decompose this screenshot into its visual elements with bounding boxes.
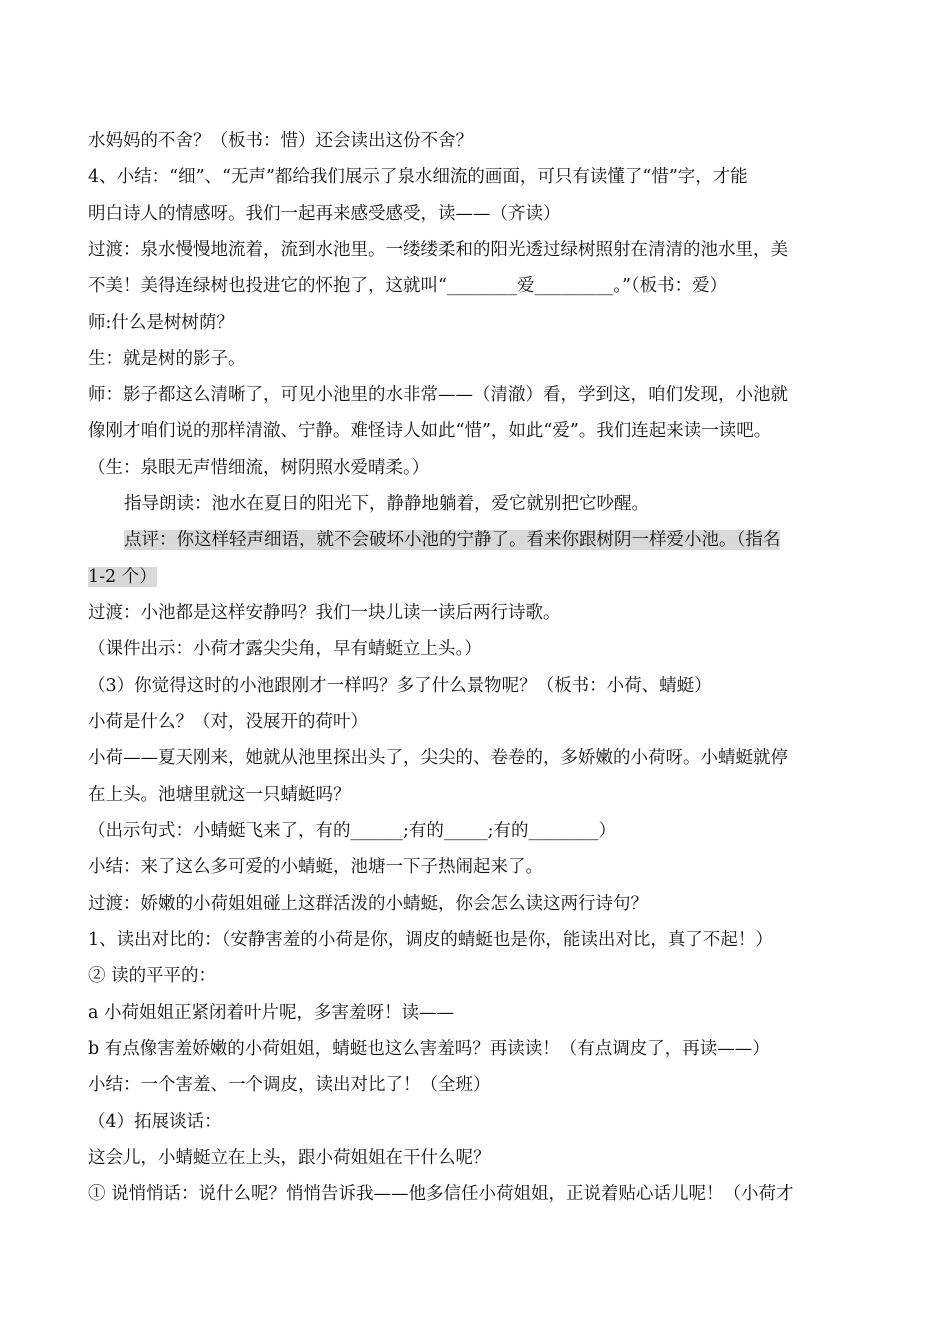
- text-line: 师:什么是树树荫？: [88, 313, 234, 333]
- text-line: 4、小结：“细”、“无声”都给我们展示了泉水细流的画面，可只有读懂了“惜”字，才能: [88, 167, 748, 187]
- highlighted-comment: [124, 527, 868, 553]
- text-line: 过渡：小池都是这样安静吗？我们一块儿读一读后两行诗歌。: [88, 603, 561, 623]
- text-line: 小荷——夏天刚来，她就从池里探出头了，尖尖的、卷卷的，多娇嫩的小荷呀。小蜻蜓就停: [88, 748, 788, 768]
- text-line: ① 说悄悄话：说什么呢？悄悄告诉我——他多信任小荷姐姐，正说着贴心话儿呢！（小荷才: [88, 1184, 794, 1204]
- text-line: 小结：一个害羞、一个调皮，读出对比了！（全班）: [88, 1075, 491, 1095]
- text-line: ② 读的平平的：: [88, 966, 217, 986]
- text-line: （4）拓展谈话：: [88, 1112, 222, 1132]
- text-line: 明白诗人的情感呀。我们一起再来感受感受，读——（齐读）: [88, 204, 561, 224]
- text-line: 师：影子都这么清晰了，可见小池里的水非常——（清澈）看，学到这，咱们发现，小池就: [88, 385, 788, 405]
- highlighted-comment-continued: [88, 564, 868, 590]
- text-line: 过渡：泉水慢慢地流着，流到水池里。一缕缕柔和的阳光透过绿树照射在清清的池水里，美: [88, 240, 788, 260]
- text-line: a 小荷姐姐正紧闭着叶片呢，多害羞呀！读——: [88, 1003, 454, 1023]
- text-line: 小结：来了这么多可爱的小蜻蜓，池塘一下子热闹起来了。: [88, 857, 543, 877]
- text-line: 生：就是树的影子。: [88, 349, 246, 369]
- highlighted-text: 1-2 个）: [88, 567, 157, 587]
- text-line: 1、读出对比的：（安静害羞的小荷是你，调皮的蜻蜓也是你，能读出对比，真了不起！）: [88, 930, 773, 950]
- text-line: 不美！美得连绿树也投进它的怀抱了，这就叫“________爱_________。”（板书：爱）: [88, 276, 728, 296]
- text-line: （出示句式：小蜻蜓飞来了，有的______;有的_____;有的________）: [88, 821, 617, 841]
- text-line: 过渡：娇嫩的小荷姐姐碰上这群活泼的小蜻蜓，你会怎么读这两行诗句？: [88, 894, 648, 914]
- text-line: 这会儿，小蜻蜓立在上头，跟小荷姐姐在干什么呢？: [88, 1148, 491, 1168]
- text-line: 在上头。池塘里就这一只蜻蜓吗？: [88, 785, 351, 805]
- text-line: 水妈妈的不舍？（板书：惜）还会读出这份不舍？: [88, 131, 473, 151]
- text-line: 指导朗读：池水在夏日的阳光下，静静地躺着，爱它就别把它吵醒。: [124, 494, 649, 514]
- text-line: （课件出示：小荷才露尖尖角，早有蜻蜓立上头。）: [88, 639, 482, 659]
- highlighted-text: 点评：你这样轻声细语，就不会破坏小池的宁静了。看来你跟树阴一样爱小池。（指名: [124, 530, 781, 550]
- text-line: （生：泉眼无声惜细流，树阴照水爱晴柔。）: [88, 458, 430, 478]
- text-line: b 有点像害羞娇嫩的小荷姐姐，蜻蜓也这么害羞吗？再读读！（有点调皮了，再读——）: [88, 1039, 770, 1059]
- text-line: 像刚才咱们说的那样清澈、宁静。难怪诗人如此“惜”，如此“爱”。我们连起来读一读吧。: [88, 421, 772, 441]
- text-line: 小荷是什么？（对，没展开的荷叶）: [88, 712, 368, 732]
- text-line: （3）你觉得这时的小池跟刚才一样吗？多了什么景物呢？（板书：小荷、蜻蜓）: [88, 676, 712, 696]
